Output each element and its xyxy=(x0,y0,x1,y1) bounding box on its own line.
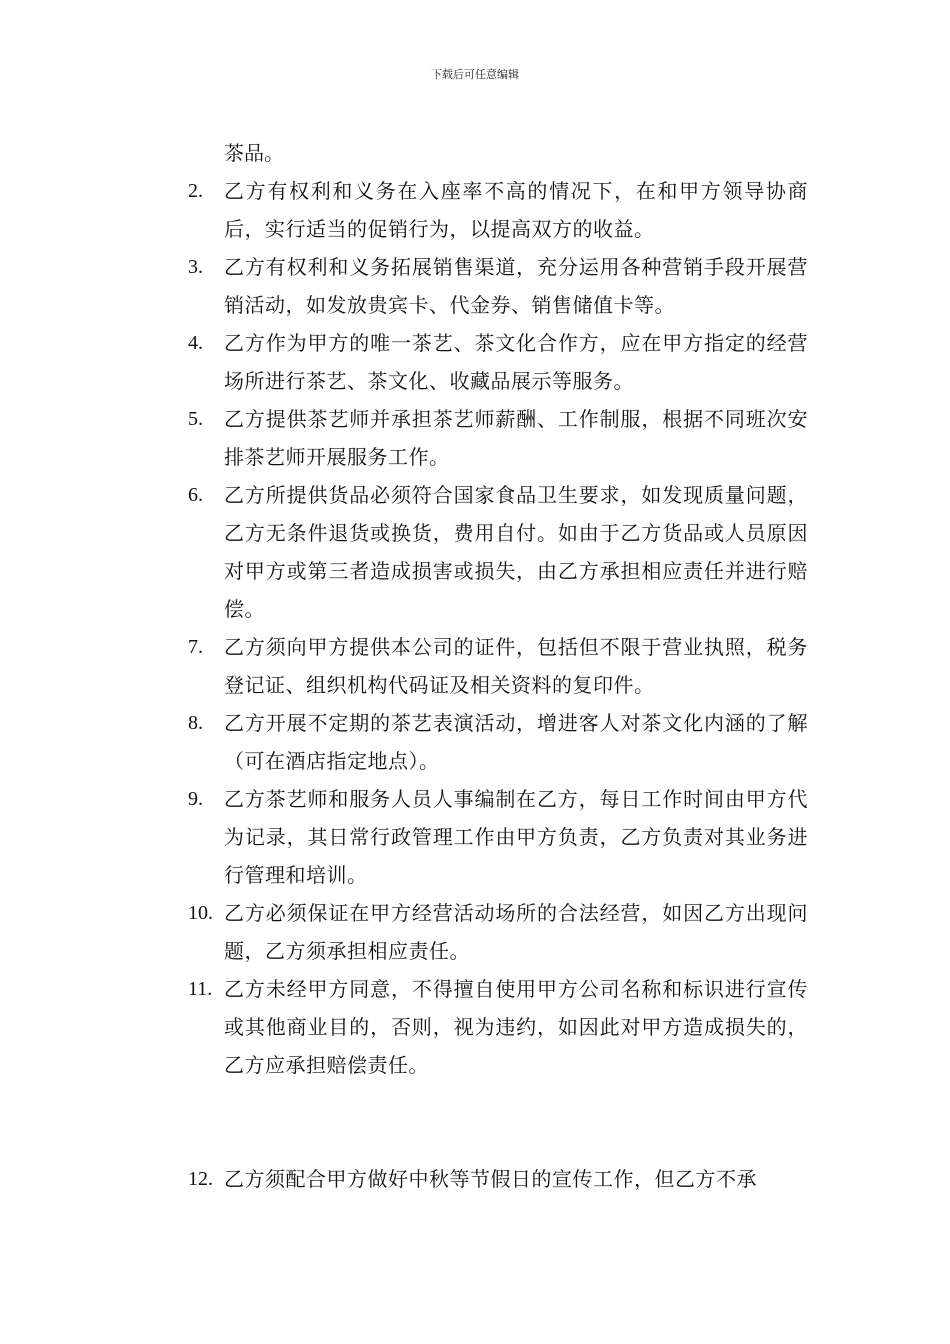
item-text: 乙方作为甲方的唯一茶艺、茶文化合作方，应在甲方指定的经营场所进行茶艺、茶文化、收藏品展示等服务。 xyxy=(224,331,808,393)
list-item xyxy=(188,324,808,400)
item-text: 乙方必须保证在甲方经营活动场所的合法经营，如因乙方出现问题，乙方须承担相应责任。 xyxy=(224,901,808,963)
item-text: 乙方未经甲方同意，不得擅自使用甲方公司名称和标识进行宣传或其他商业目的，否则，视为违约，如因此对甲方造成损失的，乙方应承担赔偿责任。 xyxy=(224,977,808,1077)
list-item xyxy=(188,628,808,704)
list-item xyxy=(188,704,808,780)
item-text: 乙方有权利和义务在入座率不高的情况下，在和甲方领导协商后，实行适当的促销行为，以提高双方的收益。 xyxy=(224,179,808,241)
item-text: 乙方须向甲方提供本公司的证件，包括但不限于营业执照，税务登记证、组织机构代码证及相关资料的复印件。 xyxy=(224,635,808,697)
item-number: 12. xyxy=(188,1168,213,1190)
item-number: 4. xyxy=(188,332,203,354)
page-header: 下载后可任意编辑 xyxy=(431,68,519,81)
item-number: 8. xyxy=(188,712,203,734)
item-number: 5. xyxy=(188,408,203,430)
list-item xyxy=(188,476,808,628)
item-text: 乙方所提供货品必须符合国家食品卫生要求，如发现质量问题，乙方无条件退货或换货，费用自付。如由于乙方货品或人员原因对甲方或第三者造成损害或损失，由乙方承担相应责任并进行赔偿。 xyxy=(224,483,808,621)
list-item xyxy=(188,894,808,970)
item-text: 乙方提供茶艺师并承担茶艺师薪酬、工作制服，根据不同班次安排茶艺师开展服务工作。 xyxy=(224,407,808,469)
list-item xyxy=(188,1160,808,1198)
continuation-text: 茶品。 xyxy=(224,141,284,165)
list-item xyxy=(188,172,808,248)
item-text: 乙方有权利和义务拓展销售渠道，充分运用各种营销手段开展营销活动，如发放贵宾卡、代金券、销售储值卡等。 xyxy=(224,255,808,317)
list-item xyxy=(188,970,808,1084)
item-number: 6. xyxy=(188,484,203,506)
section-spacer xyxy=(188,1084,808,1160)
list-item xyxy=(188,248,808,324)
document-body xyxy=(188,134,808,1198)
item-number: 2. xyxy=(188,180,203,202)
item-number: 9. xyxy=(188,788,203,810)
list-item xyxy=(188,400,808,476)
item-number: 7. xyxy=(188,636,203,658)
item-number: 3. xyxy=(188,256,203,278)
item-text: 乙方开展不定期的茶艺表演活动，增进客人对茶文化内涵的了解（可在酒店指定地点）。 xyxy=(224,711,808,773)
list-item xyxy=(188,780,808,894)
item-number: 10. xyxy=(188,902,213,924)
item-text: 乙方茶艺师和服务人员人事编制在乙方，每日工作时间由甲方代为记录，其日常行政管理工作由甲方负责，乙方负责对其业务进行管理和培训。 xyxy=(224,787,808,887)
item-number: 11. xyxy=(188,978,213,1000)
item-text: 乙方须配合甲方做好中秋等节假日的宣传工作，但乙方不承 xyxy=(224,1167,757,1191)
